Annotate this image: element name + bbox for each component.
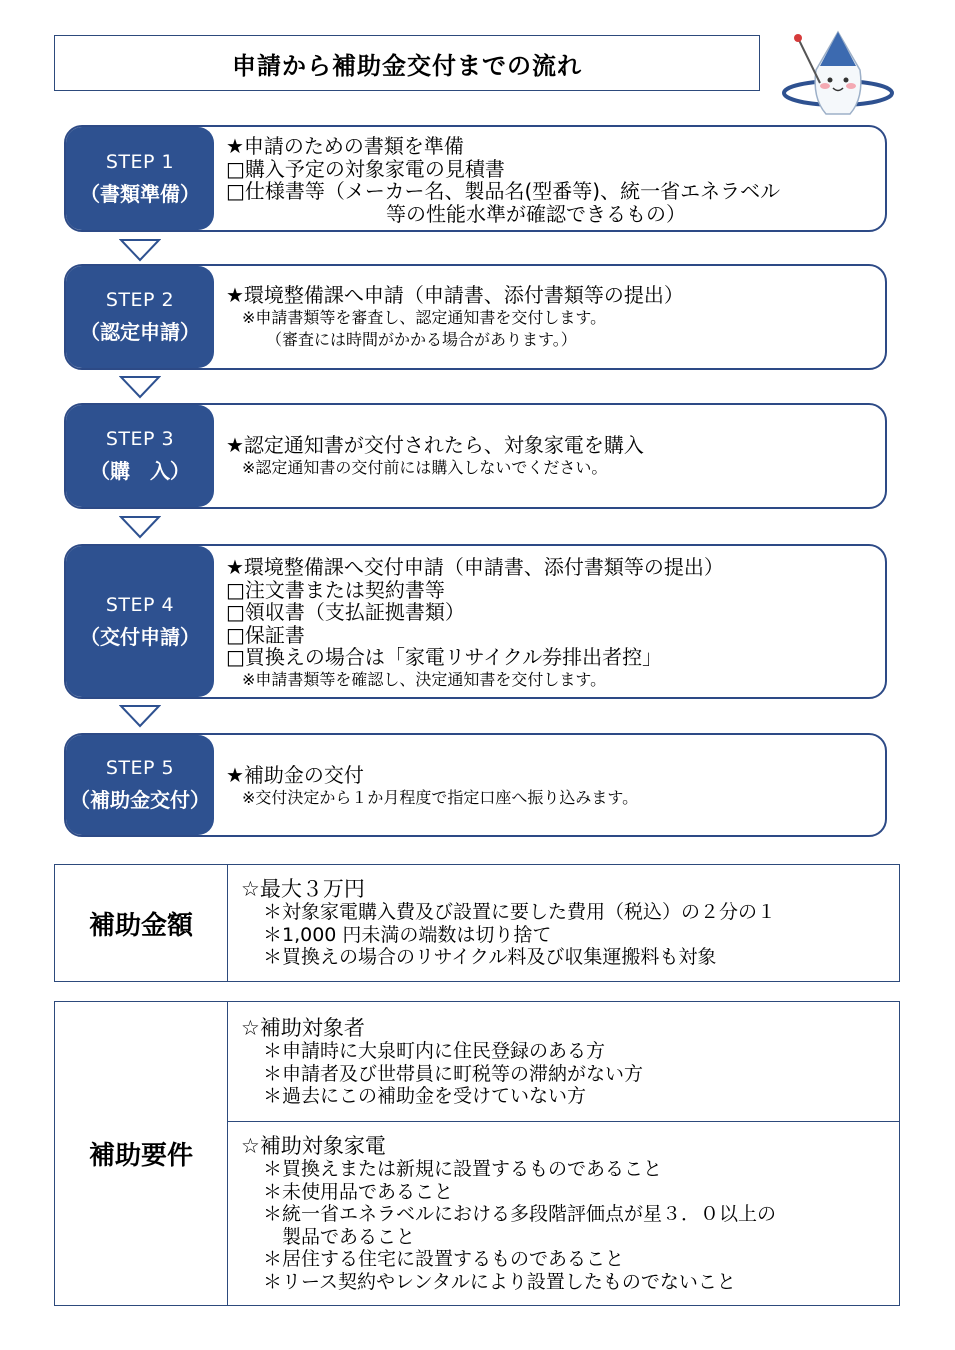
step-3-card bbox=[64, 403, 887, 509]
down-triangle-icon bbox=[119, 515, 161, 539]
list-item: ＊1,000 円未満の端数は切り捨て bbox=[263, 923, 552, 946]
step-note: ※交付決定から１か月程度で指定口座へ振り込みます。 bbox=[226, 787, 639, 807]
eligible-persons-cell bbox=[241, 1016, 889, 1108]
step-line: □注文書または契約書等 bbox=[226, 577, 445, 602]
step-line: □買換えの場合は「家電リサイクル券排出者控」 bbox=[226, 645, 663, 669]
step-line: □仕様書等（メーカー名、製品名(型番等)、統一省エネラベル bbox=[226, 179, 781, 203]
step-1-card bbox=[64, 125, 887, 232]
step-2-card bbox=[64, 264, 887, 370]
section-title: ☆補助対象家電 bbox=[241, 1134, 386, 1158]
eligible-appliances-cell bbox=[241, 1134, 889, 1293]
step-5-label bbox=[66, 735, 214, 835]
down-triangle-icon bbox=[119, 704, 161, 728]
subsidy-amount-title: ☆最大３万円 bbox=[241, 877, 365, 901]
subsidy-amount-table bbox=[54, 864, 900, 982]
list-item: ＊対象家電購入費及び設置に要した費用（税込）の２分の１ bbox=[263, 901, 777, 923]
requirements-header: 補助要件 bbox=[55, 1002, 228, 1305]
list-item: ＊申請者及び世帯員に町税等の滞納がない方 bbox=[263, 1062, 644, 1085]
step-2-label bbox=[66, 266, 214, 368]
step-name: （認定申請） bbox=[80, 320, 200, 344]
list-item: ＊過去にこの補助金を受けていない方 bbox=[263, 1085, 587, 1107]
step-number: STEP 2 bbox=[105, 289, 175, 311]
step-3-body bbox=[226, 434, 865, 479]
step-note: ※申請書類等を審査し、認定通知書を交付します。 bbox=[226, 307, 607, 327]
step-note: ※認定通知書の交付前には購入しないでください。 bbox=[226, 457, 608, 477]
step-line: □購入予定の対象家電の見積書 bbox=[226, 156, 505, 181]
step-line: □保証書 bbox=[226, 622, 305, 647]
step-name: （補助金交付） bbox=[70, 788, 210, 812]
step-line: 等の性能水準が確認できるもの） bbox=[226, 201, 686, 226]
list-item: ＊リース契約やレンタルにより設置したものでないこと bbox=[263, 1270, 736, 1293]
list-item: ＊未使用品であること bbox=[263, 1180, 454, 1203]
subsidy-amount-cell bbox=[241, 877, 889, 969]
step-4-label bbox=[66, 546, 214, 697]
step-number: STEP 1 bbox=[105, 150, 175, 173]
mascot-character-icon bbox=[776, 28, 896, 123]
step-name: （交付申請） bbox=[80, 624, 200, 649]
page-title: 申請から補助金交付までの流れ bbox=[54, 35, 760, 91]
step-4-body bbox=[226, 556, 865, 691]
list-item: ＊統一省エネラベルにおける多段階評価点が星３．０以上の bbox=[263, 1203, 777, 1225]
step-3-label bbox=[66, 405, 214, 507]
step-number: STEP 4 bbox=[105, 593, 175, 616]
step-1-label bbox=[66, 127, 214, 230]
down-triangle-icon bbox=[119, 375, 161, 399]
section-divider bbox=[228, 1121, 899, 1122]
step-name: （購 入） bbox=[90, 459, 190, 483]
list-item: ＊申請時に大泉町内に住民登録のある方 bbox=[263, 1040, 606, 1062]
step-1-body bbox=[226, 135, 865, 225]
list-item: ＊居住する住宅に設置するものであること bbox=[263, 1248, 625, 1270]
step-line: ★環境整備課へ申請（申請書、添付書類等の提出） bbox=[226, 283, 684, 307]
step-line: ★申請のための書類を準備 bbox=[226, 134, 464, 158]
step-5-body bbox=[226, 764, 865, 809]
step-2-body bbox=[226, 284, 865, 351]
step-4-card bbox=[64, 544, 887, 699]
step-line: ★環境整備課へ交付申請（申請書、添付書類等の提出） bbox=[226, 555, 724, 579]
step-number: STEP 3 bbox=[105, 428, 175, 450]
list-item: 製品であること bbox=[263, 1225, 416, 1248]
down-triangle-icon bbox=[119, 238, 161, 262]
step-note: （審査には時間がかかる場合があります。） bbox=[226, 329, 577, 349]
step-line: ★認定通知書が交付されたら、対象家電を購入 bbox=[226, 433, 644, 457]
step-note: ※申請書類等を確認し、決定通知書を交付します。 bbox=[226, 669, 607, 689]
step-number: STEP 5 bbox=[105, 757, 175, 779]
subsidy-amount-header: 補助金額 bbox=[55, 865, 228, 981]
section-title: ☆補助対象者 bbox=[241, 1016, 365, 1040]
step-line: ★補助金の交付 bbox=[226, 763, 364, 787]
requirements-table bbox=[54, 1001, 900, 1306]
list-item: ＊買換えの場合のリサイクル料及び収集運搬料も対象 bbox=[263, 946, 717, 968]
step-name: （書類準備） bbox=[80, 181, 200, 206]
step-5-card bbox=[64, 733, 887, 837]
step-line: □領収書（支払証拠書類） bbox=[226, 600, 465, 624]
list-item: ＊買換えまたは新規に設置するものであること bbox=[263, 1158, 663, 1180]
